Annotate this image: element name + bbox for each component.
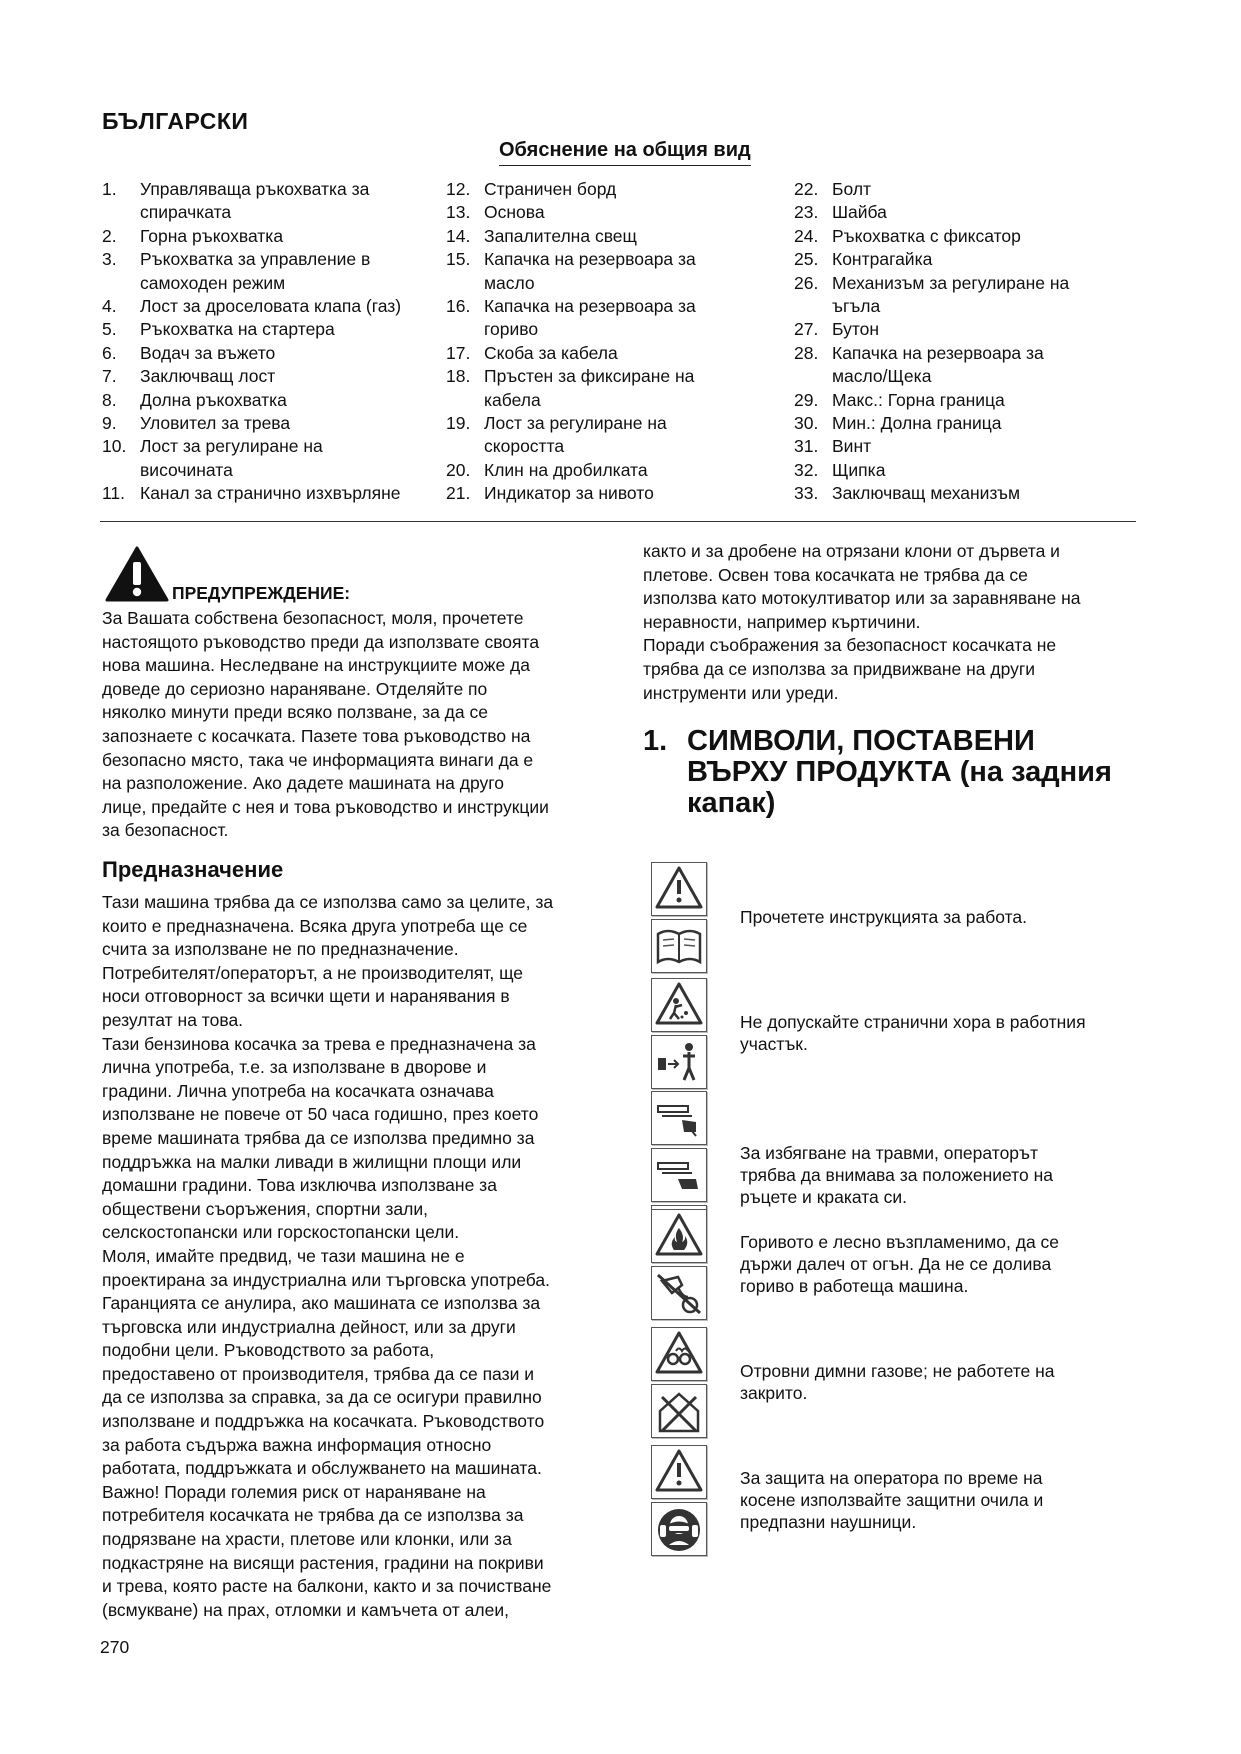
symbol-description-line: закрито. bbox=[740, 1383, 808, 1403]
purpose-line: потребителя косачката не трябва да се използва за bbox=[102, 1505, 524, 1526]
goggles-earmuffs-icon bbox=[651, 1502, 707, 1556]
legend-number: 5. bbox=[102, 319, 117, 340]
page-number: 270 bbox=[100, 1637, 130, 1657]
legend-text: Долна ръкохватка bbox=[140, 389, 287, 410]
paragraph-line: както и за дробене на отрязани клони от дървета и bbox=[643, 541, 1060, 561]
legend-item bbox=[102, 365, 442, 388]
purpose-line: предоставено от производителя, трябва да се пази и bbox=[102, 1363, 535, 1384]
legend-number: 28. bbox=[794, 342, 819, 363]
legend-text-continued: ъгъла bbox=[832, 296, 881, 317]
legend-text: Болт bbox=[832, 179, 872, 199]
warning-line: доведе до сериозно нараняване. Отделяйте по bbox=[102, 678, 488, 699]
legend-item bbox=[102, 435, 442, 458]
hand-blade-icon bbox=[651, 1091, 707, 1145]
purpose-line: Тази бензинова косачка за трева е предназначена за bbox=[102, 1033, 536, 1054]
purpose-line: подкастряне на висящи растения, градини на покриви bbox=[102, 1552, 544, 1573]
paragraph-line: плетове. Освен това косачката не трябва да се bbox=[643, 564, 1028, 585]
legend-item bbox=[446, 342, 791, 365]
symbol-description-line: Отровни димни газове; не работете на bbox=[740, 1361, 1055, 1381]
bystander-warning-icon bbox=[651, 978, 707, 1032]
legend-text-continued: височината bbox=[140, 459, 233, 480]
legend-text-continued: скоростта bbox=[484, 436, 565, 457]
symbol-group bbox=[651, 1209, 709, 1323]
legend-text: Ръкохватка с фиксатор bbox=[832, 225, 1021, 246]
legend-text-continued: спирачката bbox=[140, 202, 232, 223]
legend-item bbox=[794, 225, 1139, 248]
purpose-line: подрязване на храсти, плетове или клонки, или за bbox=[102, 1529, 512, 1550]
warning-line: безопасно място, така че информацията винаги да е bbox=[102, 749, 534, 770]
legend-item bbox=[102, 295, 442, 318]
legend-number: 23. bbox=[794, 202, 819, 223]
paragraph-line: използва като мотокултиватор или за заравняване на bbox=[643, 588, 1081, 609]
legend-text: Механизъм за регулиране на bbox=[832, 272, 1070, 293]
symbol-description-line: косене използвайте защитни очила и bbox=[740, 1490, 1044, 1510]
legend-text: Заключващ лост bbox=[140, 366, 276, 387]
legend-item bbox=[102, 248, 442, 271]
legend-column-3 bbox=[794, 178, 1139, 506]
legend-text: Водач за въжето bbox=[140, 342, 276, 363]
legend-item bbox=[102, 412, 442, 435]
legend-text: Лост за дроселовата клапа (газ) bbox=[140, 296, 402, 317]
symbol-group bbox=[651, 862, 709, 976]
purpose-line: да се използва за справка, за да се осигури правилно bbox=[102, 1387, 542, 1408]
symbol-description-line: трябва да внимава за положението на bbox=[740, 1164, 1053, 1185]
legend-text: Капачка на резервоара за bbox=[484, 296, 696, 317]
legend-text: Горна ръкохватка bbox=[140, 225, 284, 246]
section-number: 1. bbox=[643, 725, 668, 757]
legend-number: 4. bbox=[102, 296, 117, 317]
legend-number: 22. bbox=[794, 179, 819, 199]
legend-number: 16. bbox=[446, 296, 471, 317]
no-refuel-icon bbox=[651, 1266, 707, 1320]
legend-item bbox=[102, 389, 442, 412]
legend-text: Запалителна свещ bbox=[484, 225, 637, 246]
symbol-description bbox=[740, 1360, 1140, 1404]
section-title-line: СИМВОЛИ, ПОСТАВЕНИ bbox=[687, 725, 1035, 757]
legend-item bbox=[794, 318, 1139, 341]
purpose-line: и трева, която расте на балкони, както и за почистване bbox=[102, 1576, 552, 1597]
legend-text: Бутон bbox=[832, 319, 880, 340]
legend-number: 24. bbox=[794, 225, 819, 246]
warning-icon bbox=[105, 546, 169, 602]
symbol-description-line: Горивото е лесно възпламенимо, да се bbox=[740, 1232, 1060, 1252]
warning-line: запознаете с косачката. Пазете това ръководство на bbox=[102, 725, 531, 746]
purpose-line: Важно! Поради големия риск от нараняване на bbox=[102, 1481, 486, 1502]
legend-number: 30. bbox=[794, 413, 819, 434]
warning-heading: ПРЕДУПРЕЖДЕНИЕ: bbox=[172, 583, 351, 603]
warning-line: За Вашата собствена безопасност, моля, прочетете bbox=[102, 608, 524, 628]
legend-text: Винт bbox=[832, 436, 872, 457]
legend-text-continued: кабела bbox=[484, 389, 541, 410]
legend-number: 2. bbox=[102, 225, 117, 246]
purpose-line: които е предназначена. Всяка друга употреба ще се bbox=[102, 915, 528, 936]
legend-text: Лост за регулиране на bbox=[140, 436, 323, 457]
legend-item bbox=[446, 412, 791, 435]
legend-number: 17. bbox=[446, 342, 471, 363]
section-title bbox=[687, 726, 1157, 819]
purpose-line: носи отговорност за всички щети и наранявания в bbox=[102, 986, 510, 1007]
purpose-line: Гаранцията се анулира, ако машината се използва за bbox=[102, 1293, 541, 1314]
legend-item bbox=[794, 482, 1139, 505]
fire-warning-icon bbox=[651, 1209, 707, 1263]
legend-text: Индикатор за нивото bbox=[484, 483, 654, 504]
legend-number: 18. bbox=[446, 366, 471, 387]
legend-text: Капачка на резервоара за bbox=[484, 249, 696, 270]
symbol-description-line: За защита на оператора по време на bbox=[740, 1468, 1043, 1488]
warning-line: на разположение. Ако дадете машината на друго bbox=[102, 773, 504, 794]
legend-column-1 bbox=[102, 178, 442, 506]
legend-number: 3. bbox=[102, 249, 117, 270]
legend-item bbox=[102, 318, 442, 341]
legend-text: Капачка на резервоара за bbox=[832, 342, 1044, 363]
legend-number: 11. bbox=[102, 483, 126, 504]
symbol-description-line: държи далеч от огън. Да не се долива bbox=[740, 1254, 1052, 1274]
legend-number: 31. bbox=[794, 436, 819, 457]
legend-text: Скоба за кабела bbox=[484, 342, 618, 363]
legend-number: 14. bbox=[446, 225, 471, 246]
legend-number: 12. bbox=[446, 179, 471, 199]
legend-text: Мин.: Долна граница bbox=[832, 413, 1002, 434]
legend-number: 20. bbox=[446, 459, 471, 480]
symbol-description bbox=[740, 1011, 1140, 1055]
purpose-line: (всмукване) на прах, отломки и камъчета от алеи, bbox=[102, 1599, 509, 1620]
legend-number: 7. bbox=[102, 366, 117, 387]
legend-number: 13. bbox=[446, 202, 471, 223]
legend-number: 32. bbox=[794, 459, 819, 480]
legend-item bbox=[794, 178, 1139, 201]
legend-column-2 bbox=[446, 178, 791, 506]
legend-number: 19. bbox=[446, 413, 471, 434]
legend-text-continued: самоходен режим bbox=[140, 272, 286, 293]
purpose-line: градини. Лична употреба на косачката означава bbox=[102, 1080, 494, 1101]
legend-text: Щипка bbox=[832, 459, 886, 480]
legend-item bbox=[794, 435, 1139, 458]
purpose-line: използване не повече от 50 часа годишно, през което bbox=[102, 1104, 539, 1125]
toxic-fumes-icon bbox=[651, 1327, 707, 1381]
symbol-description bbox=[740, 1231, 1140, 1297]
symbol-group bbox=[651, 1327, 709, 1441]
purpose-line: Тази машина трябва да се използва само за целите, за bbox=[102, 892, 554, 912]
purpose-line: търговска или индустриална дейност, или за други bbox=[102, 1316, 516, 1337]
legend-number: 10. bbox=[102, 436, 127, 457]
language-heading: БЪЛГАРСКИ bbox=[102, 108, 249, 134]
warning-line: нова машина. Неследване на инструкциите може да bbox=[102, 655, 530, 676]
legend-number: 9. bbox=[102, 413, 117, 434]
legend-text-continued: гориво bbox=[484, 319, 539, 340]
section-divider bbox=[100, 521, 1136, 522]
legend-item bbox=[446, 295, 791, 318]
symbol-description-line: Не допускайте странични хора в работния bbox=[740, 1012, 1086, 1032]
purpose-line: Потребителят/операторът, а не производителят, ще bbox=[102, 962, 524, 983]
legend-item bbox=[794, 248, 1139, 271]
legend-item bbox=[102, 178, 442, 201]
legend-text: Лост за регулиране на bbox=[484, 413, 667, 434]
symbol-description-line: ръцете и краката си. bbox=[740, 1186, 908, 1207]
warning-triangle-icon bbox=[651, 1445, 707, 1499]
legend-number: 15. bbox=[446, 249, 471, 270]
legend-item bbox=[102, 225, 442, 248]
symbol-group bbox=[651, 978, 709, 1092]
purpose-line: счита за използване не по предназначение. bbox=[102, 939, 459, 960]
purpose-line: лична употреба, т.е. за използване в дворове и bbox=[102, 1057, 487, 1078]
warning-text bbox=[102, 607, 622, 843]
purpose-line: време машината трябва да се използва предимно за bbox=[102, 1127, 535, 1148]
purpose-continued-text bbox=[643, 540, 1143, 705]
foot-blade-icon bbox=[651, 1148, 707, 1202]
legend-item bbox=[794, 412, 1139, 435]
purpose-line: поддръжка на малки ливади в жилищни площи или bbox=[102, 1151, 522, 1172]
purpose-line: домашни градини. Това изключва използване за bbox=[102, 1175, 497, 1196]
keep-distance-icon bbox=[651, 1035, 707, 1089]
overview-title: Обяснение на общия вид bbox=[499, 139, 751, 166]
legend-text-continued: масло bbox=[484, 272, 535, 293]
symbol-description-line: гориво в работеща машина. bbox=[740, 1276, 969, 1296]
legend-text: Пръстен за фиксиране на bbox=[484, 366, 695, 387]
legend-number: 27. bbox=[794, 319, 819, 340]
paragraph-line: Поради съображения за безопасност косачката не bbox=[643, 635, 1057, 656]
symbol-description-line: Прочетете инструкцията за работа. bbox=[740, 907, 1028, 927]
warning-line: лице, предайте с нея и това ръководство и инструкции bbox=[102, 796, 549, 817]
symbol-description bbox=[740, 1142, 1140, 1208]
legend-item bbox=[446, 248, 791, 271]
no-indoor-icon bbox=[651, 1384, 707, 1438]
paragraph-line: трябва да се използва за придвижване на други bbox=[643, 658, 1036, 679]
legend-text: Макс.: Горна граница bbox=[832, 389, 1005, 410]
symbol-description-line: предпазни наушници. bbox=[740, 1512, 917, 1532]
symbol-description-line: За избягване на травми, операторът bbox=[740, 1142, 1038, 1163]
warning-line: за безопасност. bbox=[102, 820, 229, 841]
legend-number: 33. bbox=[794, 483, 819, 504]
legend-number: 8. bbox=[102, 389, 117, 410]
symbol-group bbox=[651, 1445, 709, 1559]
legend-text: Клин на дробилката bbox=[484, 459, 648, 480]
legend-number: 25. bbox=[794, 249, 819, 270]
legend-text: Канал за странично изхвърляне bbox=[140, 483, 401, 504]
purpose-line: за работа съдържа важна информация относно bbox=[102, 1434, 492, 1455]
legend-text: Управляваща ръкохватка за bbox=[140, 179, 370, 199]
paragraph-line: неравности, например къртичини. bbox=[643, 611, 921, 632]
warning-triangle-icon bbox=[651, 862, 707, 916]
purpose-text bbox=[102, 891, 622, 1622]
legend-item bbox=[446, 225, 791, 248]
warning-line: няколко минути преди всяко ползване, за да се bbox=[102, 702, 488, 723]
legend-number: 21. bbox=[446, 483, 471, 504]
legend-number: 1. bbox=[102, 179, 117, 199]
purpose-line: подобни цели. Ръководството за работа, bbox=[102, 1340, 435, 1361]
legend-text-continued: масло/Щека bbox=[832, 366, 932, 387]
purpose-line: резултат на това. bbox=[102, 1009, 244, 1030]
warning-line: настоящото ръководство преди да използвате своята bbox=[102, 631, 540, 652]
legend-item bbox=[794, 389, 1139, 412]
legend-number: 29. bbox=[794, 389, 819, 410]
legend-text: Ръкохватка на стартера bbox=[140, 319, 335, 340]
legend-text: Контрагайка bbox=[832, 249, 933, 270]
purpose-heading: Предназначение bbox=[102, 857, 284, 882]
legend-item bbox=[794, 272, 1139, 295]
purpose-line: проектирана за индустриална или търговска употреба. bbox=[102, 1269, 550, 1290]
section-title-line: капак) bbox=[687, 787, 776, 819]
purpose-line: обществени съоръжения, спортни зали, bbox=[102, 1198, 428, 1219]
legend-item bbox=[446, 201, 791, 224]
legend-item bbox=[102, 482, 442, 505]
purpose-line: селскостопански или горскостопански цели. bbox=[102, 1222, 460, 1243]
legend-item bbox=[446, 178, 791, 201]
symbol-description-line: участък. bbox=[740, 1034, 808, 1054]
legend-text: Уловител за трева bbox=[140, 413, 291, 434]
book-icon bbox=[651, 919, 707, 973]
section-title-line: ВЪРХУ ПРОДУКТА (на задния bbox=[687, 756, 1112, 788]
legend-text: Страничен борд bbox=[484, 179, 617, 199]
legend-item bbox=[446, 459, 791, 482]
legend-text: Основа bbox=[484, 202, 545, 223]
legend-item bbox=[446, 482, 791, 505]
legend-text: Шайба bbox=[832, 202, 887, 223]
symbol-description bbox=[740, 906, 1140, 928]
legend-item bbox=[794, 342, 1139, 365]
legend-text: Заключващ механизъм bbox=[832, 483, 1021, 504]
legend-item bbox=[102, 342, 442, 365]
legend-number: 6. bbox=[102, 342, 117, 363]
legend-item bbox=[446, 365, 791, 388]
legend-item bbox=[794, 201, 1139, 224]
legend-text: Ръкохватка за управление в bbox=[140, 249, 371, 270]
purpose-line: Моля, имайте предвид, че тази машина не е bbox=[102, 1245, 465, 1266]
paragraph-line: инструменти или уреди. bbox=[643, 682, 839, 703]
purpose-line: използване и поддръжка на косачката. Ръководството bbox=[102, 1411, 545, 1432]
legend-item bbox=[794, 459, 1139, 482]
symbol-description bbox=[740, 1467, 1140, 1533]
purpose-line: работата, поддръжката и обслужването на машината. bbox=[102, 1458, 542, 1479]
legend-number: 26. bbox=[794, 272, 819, 293]
